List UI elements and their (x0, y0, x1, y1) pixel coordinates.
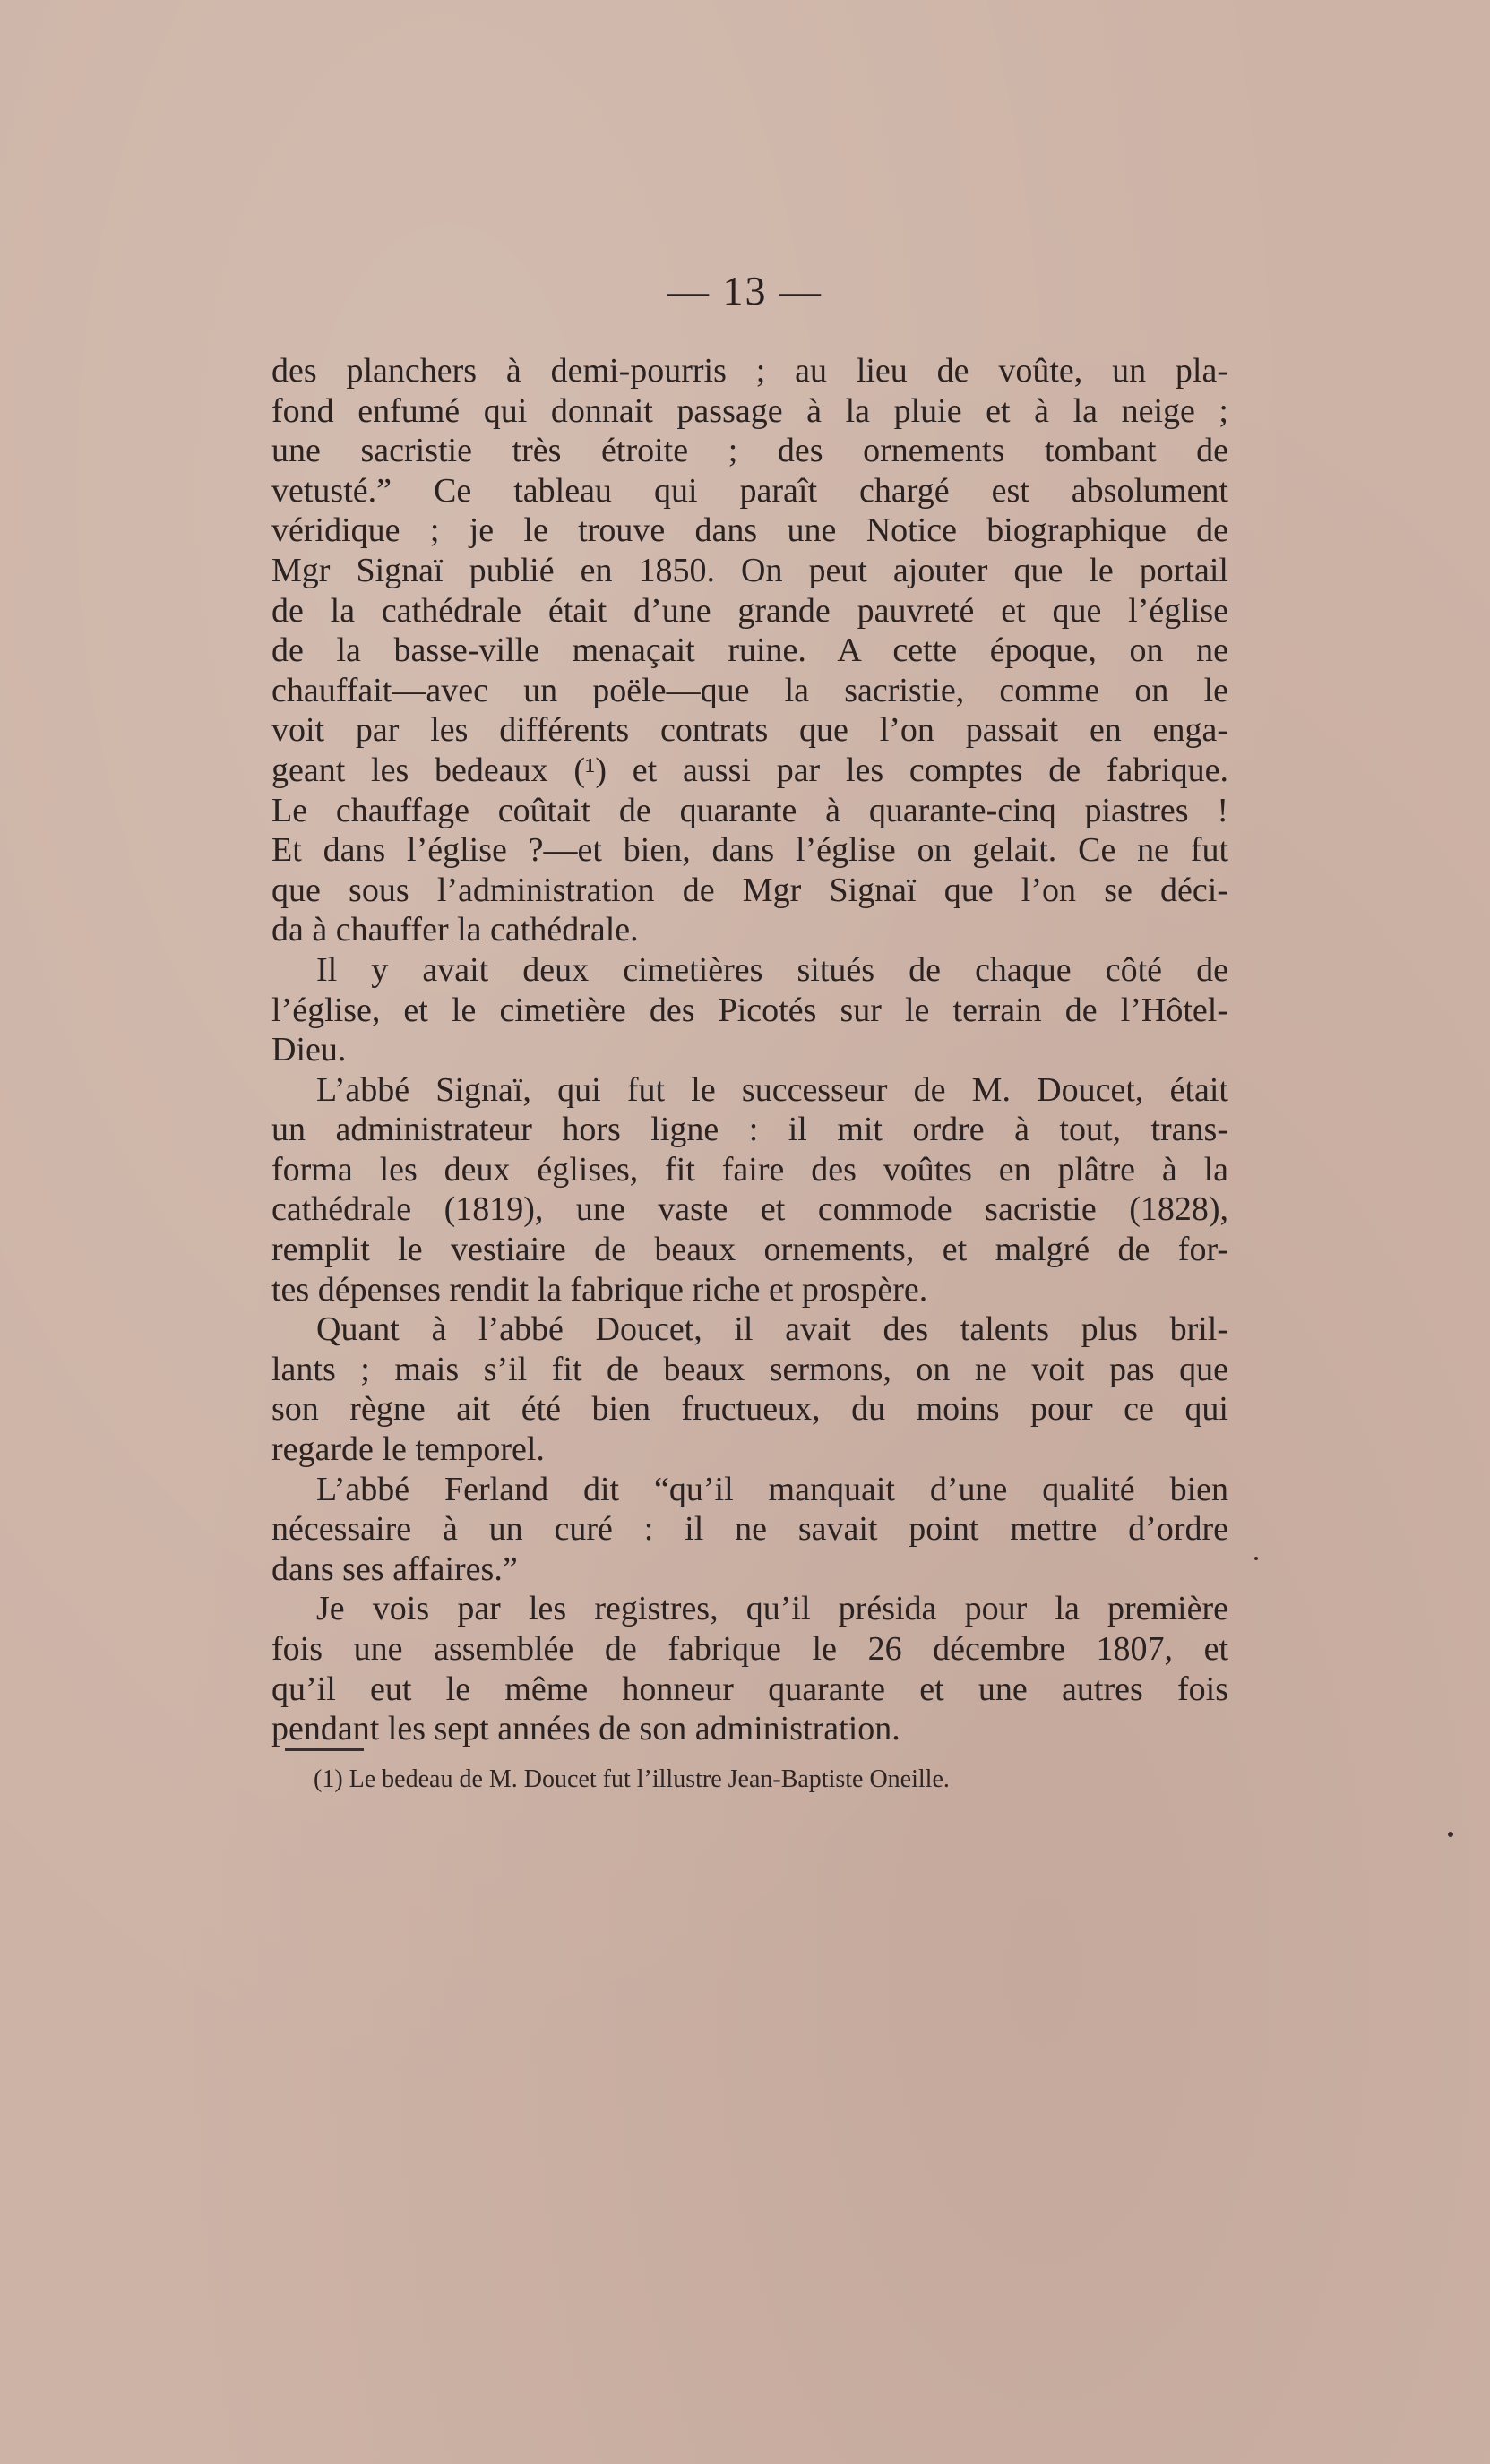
footnote-rule (285, 1748, 364, 1751)
paper-speck (1254, 1557, 1258, 1560)
text-line: pendant les sept années de son administration. (271, 1710, 900, 1748)
text-line: véridique ; je le trouve dans une Notice biographique de (271, 511, 1228, 550)
text-line: cathédrale (1819), une vaste et commode sacristie (1828), (271, 1190, 1228, 1229)
text-line: lants ; mais s’il fit de beaux sermons, on ne voit pas que (271, 1350, 1228, 1388)
text-line: L’abbé Signaï, qui fut le successeur de M. Doucet, était (316, 1070, 1228, 1109)
text-line: fond enfumé qui donnait passage à la pluie et à la neige ; (271, 391, 1228, 430)
text-line: remplit le vestiaire de beaux ornements, et malgré de for- (271, 1231, 1228, 1269)
text-line: tes dépenses rendit la fabrique riche et prospère. (271, 1270, 928, 1309)
text-line: forma les deux églises, fit faire des voûtes en plâtre à la (271, 1150, 1228, 1189)
text-line: geant les bedeaux (¹) et aussi par les comptes de fabrique. (271, 751, 1228, 789)
footnote: (1) Le bedeau de M. Doucet fut l’illustre Jean-Baptiste Oneille. (314, 1765, 950, 1793)
text-line: Il y avait deux cimetières situés de chaque côté de (316, 950, 1228, 989)
text-line: nécessaire à un curé : il ne savait point mettre d’ordre (271, 1510, 1228, 1549)
text-line: fois une assemblée de fabrique le 26 décembre 1807, et (271, 1630, 1228, 1668)
text-line: L’abbé Ferland dit “qu’il manquait d’une qualité bien (316, 1470, 1228, 1508)
text-line: da à chauffer la cathédrale. (271, 911, 639, 949)
text-line: Mgr Signaï publié en 1850. On peut ajouter que le portail (271, 551, 1228, 589)
text-line: Dieu. (271, 1031, 347, 1069)
body-text (271, 351, 1228, 1749)
text-line: qu’il eut le même honneur quarante et une autres fois (271, 1670, 1228, 1708)
text-line: vetusté.” Ce tableau qui paraît chargé est absolument (271, 471, 1228, 510)
text-line: Je vois par les registres, qu’il présida pour la première (316, 1590, 1228, 1628)
text-line: un administrateur hors ligne : il mit ordre à tout, trans- (271, 1111, 1228, 1149)
text-line: une sacristie très étroite ; des ornements tombant de (271, 432, 1228, 470)
text-line: que sous l’administration de Mgr Signaï que l’on se déci- (271, 871, 1228, 909)
text-line: Le chauffage coûtait de quarante à quarante-cinq piastres ! (271, 791, 1228, 829)
text-line: des planchers à demi-pourris ; au lieu de voûte, un pla- (271, 352, 1228, 390)
text-line: son règne ait été bien fructueux, du moins pour ce qui (271, 1390, 1228, 1429)
text-line: dans ses affaires.” (271, 1550, 518, 1588)
page-number: — 13 — (667, 268, 823, 313)
text-line: chauffait—avec un poële—que la sacristie, comme on le (271, 671, 1228, 709)
text-line: Quant à l’abbé Doucet, il avait des talents plus bril- (316, 1310, 1228, 1349)
text-line: Et dans l’église ?—et bien, dans l’église on gelait. Ce ne fut (271, 831, 1228, 870)
text-line: l’église, et le cimetière des Picotés sur le terrain de l’Hôtel- (271, 991, 1228, 1029)
text-line: de la cathédrale était d’une grande pauvreté et que l’église (271, 591, 1228, 630)
text-line: de la basse-ville menaçait ruine. A cette époque, on ne (271, 631, 1228, 670)
text-line: regarde le temporel. (271, 1430, 545, 1469)
text-line: voit par les différents contrats que l’on passait en enga- (271, 711, 1228, 750)
paper-speck (1448, 1832, 1453, 1837)
